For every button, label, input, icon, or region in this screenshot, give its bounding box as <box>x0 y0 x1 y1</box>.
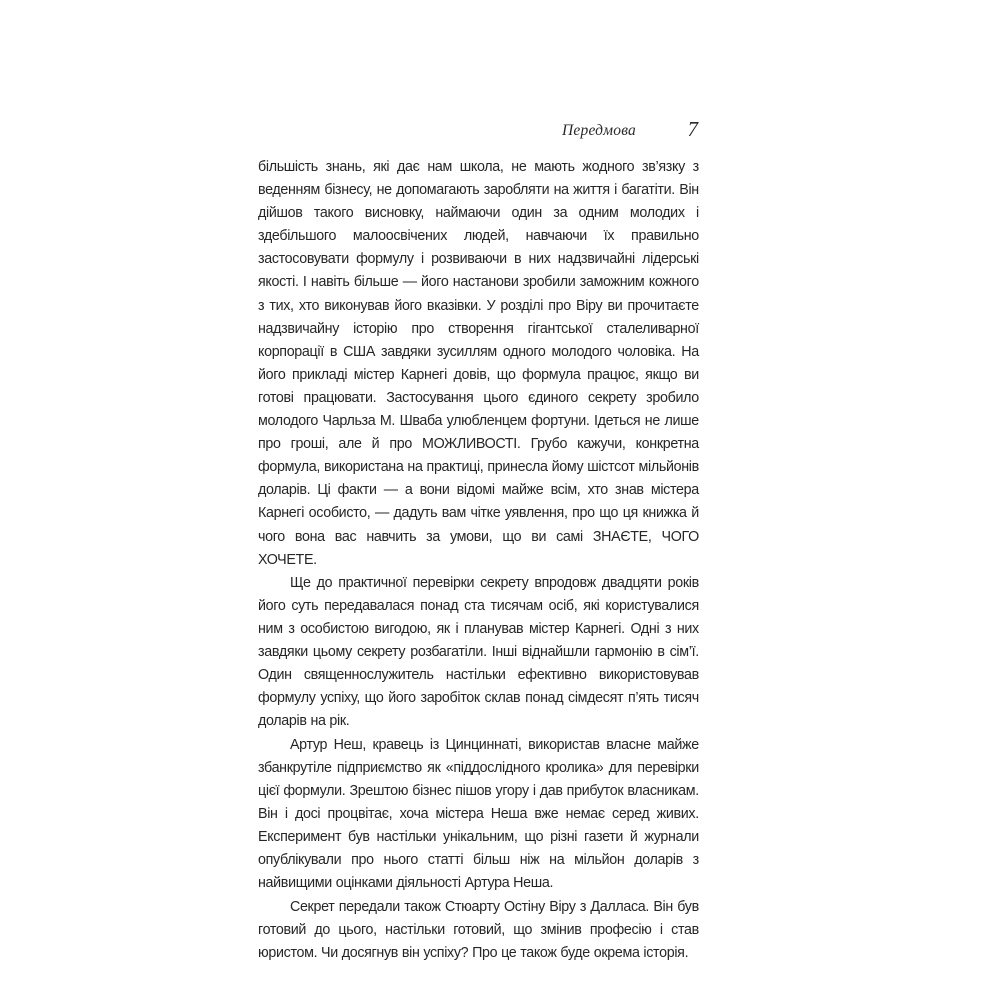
paragraph: Секрет передали також Стюарту Остіну Віру з Далласа. Він був готовий до цього, настільки готовий, що змінив професію і став юристом. Чи досягнув він успіху? Про це також буде окрема історія. <box>258 897 699 961</box>
paragraph-continuation: більшість знань, які дає нам школа, не мають жодного зв’язку з веденням бізнесу, не допомагають заробляти на життя і багатіти. Він дійшов такого висновку, наймаючи один за одним молодих і здебільшого малоосвічених людей, навчаючи їх правильно застосовувати формулу і розвиваючи в них надзвичайні лідерські якості. І навіть більше — його настанови зробили заможним кожного з тих, хто виконував його вказівки. У розділі про Віру ви прочитаєте надзвичайну історію про створення гігантської сталеливарної корпорації в США завдяки зусиллям одного молодого чоловіка. На його прикладі містер Карнегі довів, що формула працює, якщо ви готові працювати. Застосування цього єдиного секрету зробило молодого Чарльза М. Шваба улюбленцем фортуни. Ідеться не лише про гроші, але й про МОЖЛИВОСТІ. Грубо кажучи, конкретна формула, використана на практиці, принесла йому шістсот мільйонів доларів. Ці факти — а вони відомі майже всім, хто знав містера Карнегі особисто, — дадуть вам чітке уявлення, про що ця книжка й чого вона вас навчить за умови, що ви самі ЗНАЄТЕ, ЧОГО ХОЧЕТЕ. <box>258 158 699 568</box>
body-text <box>258 155 699 964</box>
page-number: 7 <box>687 117 698 141</box>
paragraph: Артур Неш, кравець із Цинциннаті, використав власне майже збанкрутіле підприємство як «піддослідного кролика» для перевірки цієї формули. Зрештою бізнес пішов угору і дав прибуток власникам. Він і досі процвітає, хоча містера Неша вже немає серед живих. Експеримент був настільки унікальним, що різні газети й журнали опублікували про нього статті більш ніж на мільйон доларів з найвищими оцінками діяльності Артура Неша. <box>258 735 699 892</box>
paragraph: Ще до практичної перевірки секрету впродовж двадцяти років його суть передавалася понад ста тисячам осіб, які користувалися ним з особистою вигодою, як і планував містер Карнегі. Одні з них завдяки цьому секрету розбагатіли. Інші віднайшли гармонію в сім’ї. Один священнослужитель настільки ефективно використовував формулу успіху, що його заробіток склав понад сімдесят п’ять тисяч доларів на рік. <box>258 573 699 730</box>
running-head <box>258 117 700 143</box>
chapter-title: Передмова <box>562 122 636 139</box>
